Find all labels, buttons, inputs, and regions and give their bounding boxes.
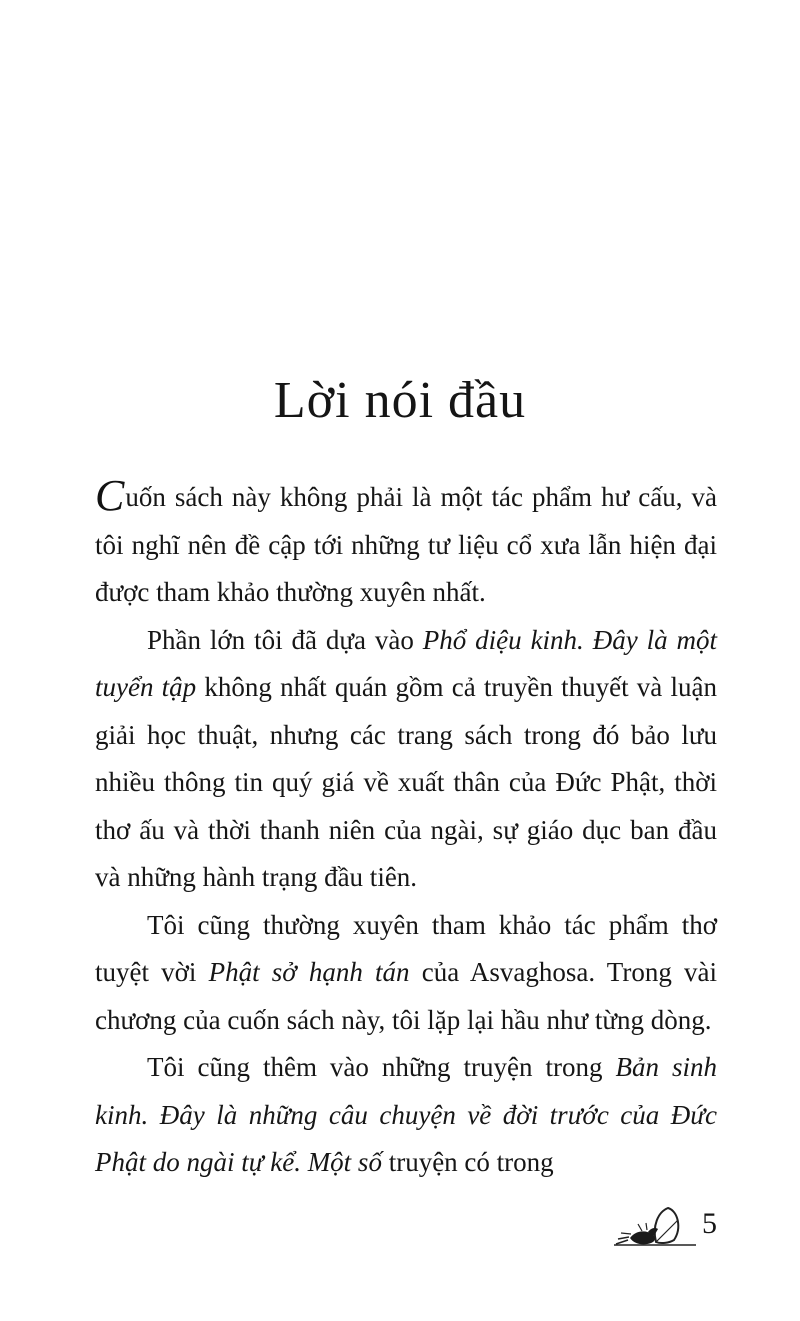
text-run: của Asvaghosa. Trong vài chương của cuốn sách này, tôi lặp lại hầu như từng dòng. <box>95 957 717 1035</box>
text-run: Tôi cũng thêm vào những truyện trong <box>147 1052 616 1082</box>
drop-cap: C <box>95 471 125 520</box>
text-run: Phần lớn tôi đã dựa vào <box>147 624 423 655</box>
flourish-ornament-icon <box>612 1198 696 1250</box>
paragraph <box>95 471 717 617</box>
paragraph <box>95 617 717 902</box>
italic-text-run: Phổ diệu kinh. Đây là một tuyển tập <box>95 624 717 702</box>
page-footer <box>95 1198 717 1250</box>
body-text <box>95 471 717 1187</box>
italic-text-run: Bản sinh kinh. Đây là những câu chuyện về đời trước của Đức Phật do ngài tự kể. Một số <box>95 1052 717 1177</box>
text-run: uốn sách này không phải là một tác phẩm hư cấu, và tôi nghĩ nên đề cập tới những tư liệu cổ xưa lẫn hiện đại được tham khảo thường xuyên nhất. <box>95 482 717 607</box>
text-run: truyện có trong <box>388 1147 554 1177</box>
paragraph <box>95 1044 717 1187</box>
text-run: không nhất quán gồm cả truyền thuyết và luận giải học thuật, nhưng các trang sách trong đó bảo lưu nhiều thông tin quý giá về xuất thân của Đức Phật, thời thơ ấu và thời thanh niên của ngài, sự giáo dục ban đầu và những hành trạng đầu tiên. <box>95 672 717 892</box>
italic-text-run: Phật sở hạnh tán <box>208 957 410 987</box>
text-run: Tôi cũng thường xuyên tham khảo tác phẩm thơ tuyệt vời <box>95 909 717 987</box>
page-number: 5 <box>702 1207 717 1240</box>
paragraph <box>95 902 717 1045</box>
page-title: Lời nói đầu <box>273 371 527 429</box>
